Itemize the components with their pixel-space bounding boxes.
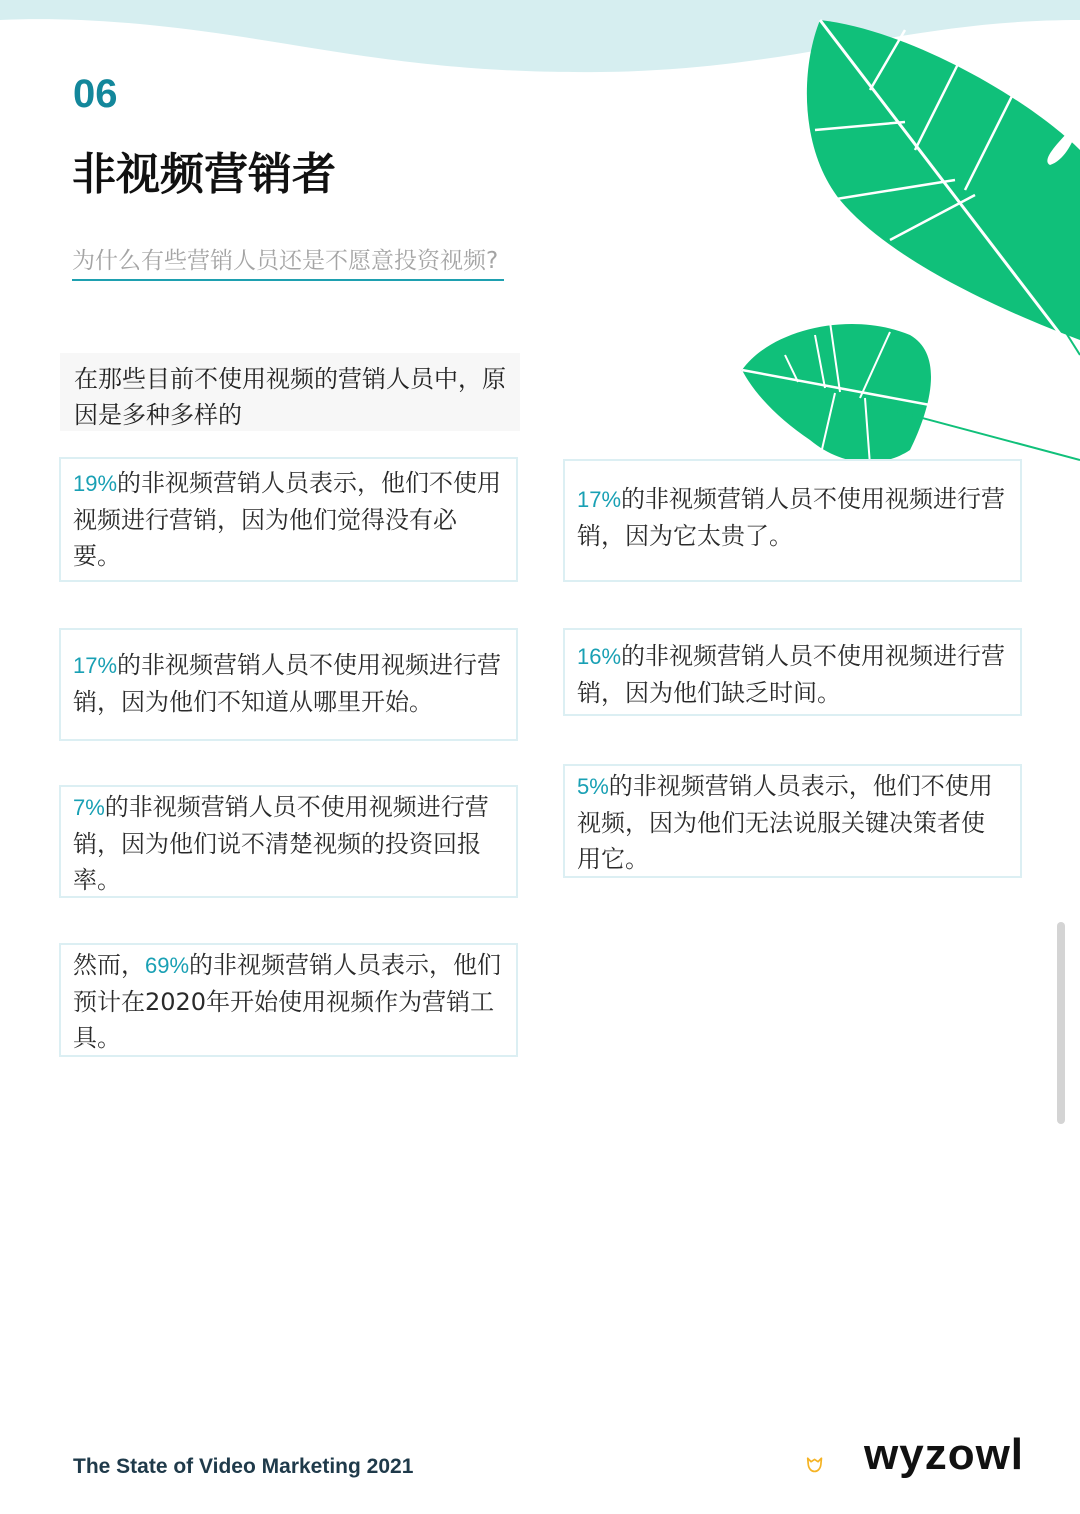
stat-card bbox=[59, 628, 518, 741]
report-title: The State of Video Marketing 2021 bbox=[73, 1455, 414, 1478]
wyzowl-owl-icon bbox=[806, 1436, 866, 1492]
stat-card bbox=[563, 764, 1022, 878]
stat-text: 的非视频营销人员不使用视频进行营销，因为它太贵了。 bbox=[577, 485, 1006, 550]
stat-percent: 17% bbox=[73, 653, 118, 678]
stat-text: 的非视频营销人员不使用视频进行营销，因为他们缺乏时间。 bbox=[577, 642, 1006, 707]
stat-percent: 69% bbox=[145, 953, 190, 978]
stat-card bbox=[59, 943, 518, 1057]
stat-percent: 19% bbox=[73, 471, 118, 496]
stat-card bbox=[563, 459, 1022, 582]
stat-text: 的非视频营销人员表示，他们不使用视频，因为他们无法说服关键决策者使用它。 bbox=[577, 772, 993, 873]
brand-logo: wyzowl bbox=[864, 1430, 1025, 1479]
stat-text: 的非视频营销人员不使用视频进行营销，因为他们不知道从哪里开始。 bbox=[73, 651, 502, 716]
stat-card bbox=[563, 628, 1022, 716]
stat-percent: 5% bbox=[577, 774, 609, 799]
scrollbar[interactable] bbox=[1057, 922, 1065, 1124]
stat-card bbox=[59, 785, 518, 898]
stat-percent: 16% bbox=[577, 644, 622, 669]
stat-prefix: 然而， bbox=[73, 951, 145, 979]
section-number: 06 bbox=[73, 72, 118, 116]
stat-text: 的非视频营销人员表示，他们预计在2020年开始使用视频作为营销工具。 bbox=[73, 951, 502, 1052]
section-subtitle: 为什么有些营销人员还是不愿意投资视频? bbox=[72, 246, 504, 281]
stat-percent: 7% bbox=[73, 795, 105, 820]
stat-card bbox=[59, 457, 518, 582]
intro-text: 在那些目前不使用视频的营销人员中，原因是多种多样的 bbox=[60, 353, 520, 431]
stat-text: 的非视频营销人员表示，他们不使用视频进行营销，因为他们觉得没有必要。 bbox=[73, 469, 502, 570]
stat-percent: 17% bbox=[577, 487, 622, 512]
page-title: 非视频营销者 bbox=[72, 149, 336, 200]
stat-text: 的非视频营销人员不使用视频进行营销，因为他们说不清楚视频的投资回报率。 bbox=[73, 793, 489, 894]
leaves-illustration bbox=[730, 10, 1080, 480]
